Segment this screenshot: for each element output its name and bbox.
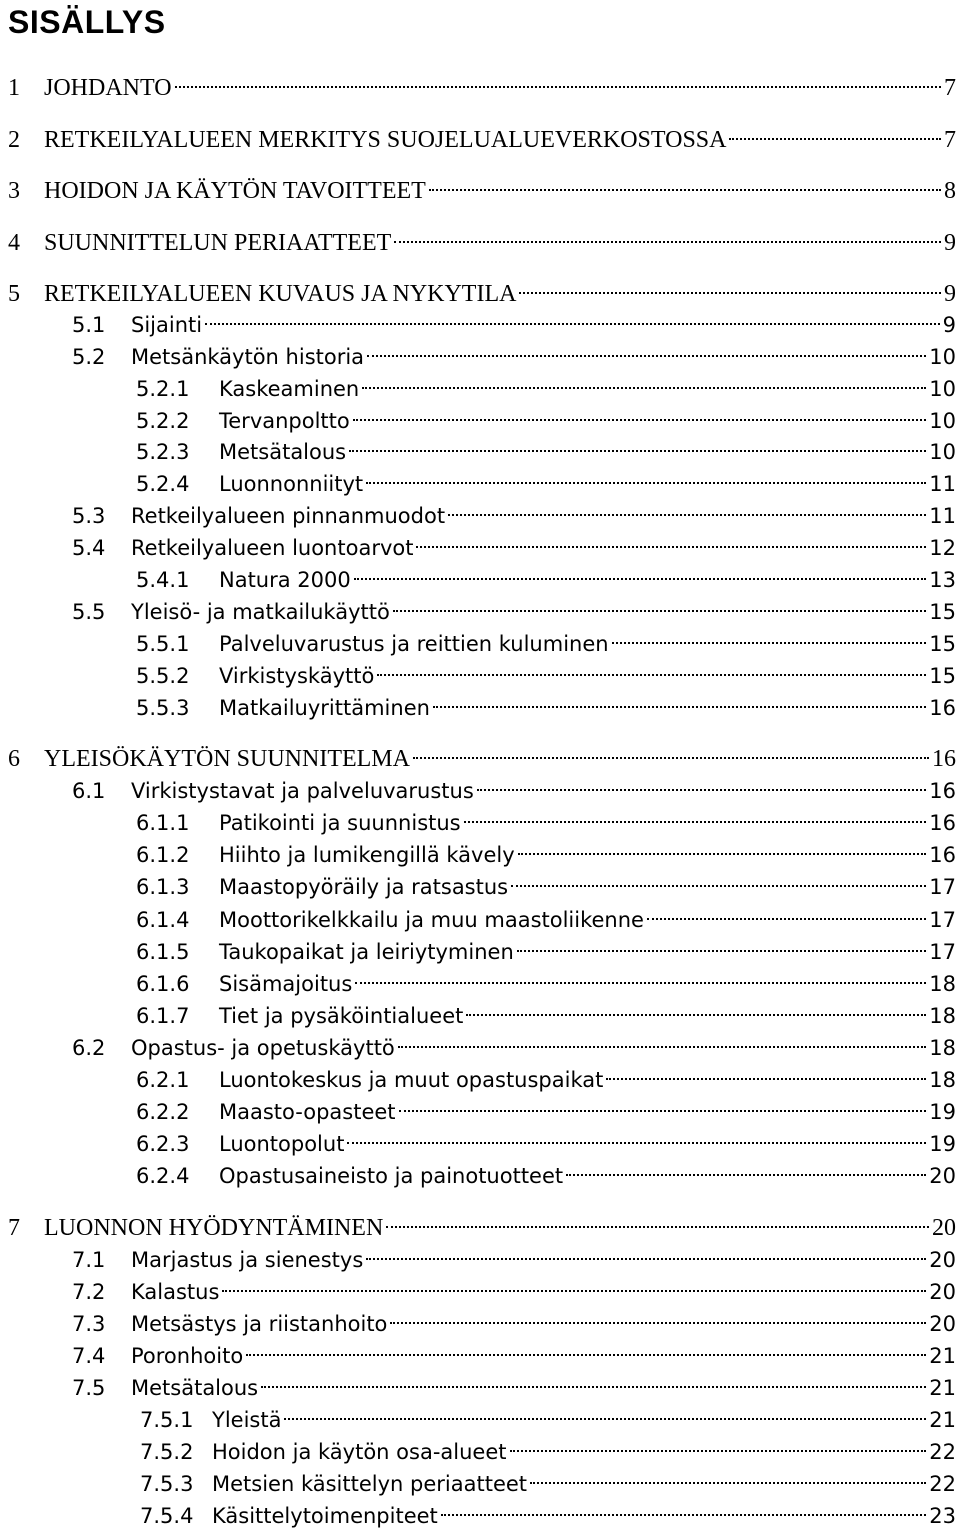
toc-entry-number: 6.2.4 <box>136 1164 190 1188</box>
toc-entry-title: Hiihto ja lumikengillä kävely <box>219 843 515 867</box>
toc-entry-title: Virkistystavat ja palveluvarustus <box>131 779 474 803</box>
dot-leader <box>205 302 940 332</box>
toc-entry[interactable] <box>72 525 956 560</box>
toc-entry-page: 18 <box>929 972 956 996</box>
toc-entry[interactable] <box>72 1025 956 1060</box>
dot-leader <box>511 864 926 894</box>
toc-entry[interactable] <box>136 398 956 433</box>
toc-entry-number: 7.5.3 <box>140 1472 194 1496</box>
toc-entry-page: 13 <box>929 568 956 592</box>
dot-leader <box>284 1397 926 1427</box>
toc-entry[interactable] <box>72 1237 956 1272</box>
toc-entry-page: 9 <box>944 281 956 307</box>
toc-entry[interactable] <box>136 429 956 464</box>
toc-entry-title: Luonnonniityt <box>219 472 364 496</box>
toc-entry-title: Tiet ja pysäköintialueet <box>219 1004 464 1028</box>
toc-entry-title: Sijainti <box>131 313 203 337</box>
toc-entry-number: 5.5.2 <box>136 664 190 688</box>
toc-entry-title: Retkeilyalueen luontoarvot <box>131 536 414 560</box>
toc-entry-page: 19 <box>929 1100 956 1124</box>
dot-leader <box>393 589 926 619</box>
toc-entry-title: Metsien käsittelyn periaatteet <box>212 1472 528 1496</box>
toc-entry-title: Moottorikelkkailu ja muu maastoliikenne <box>219 908 644 932</box>
dot-leader <box>477 768 926 798</box>
toc-entry[interactable] <box>136 1057 956 1092</box>
toc-entry-number: 3 <box>8 178 20 204</box>
toc-entry-title: Palveluvarustus ja reittien kuluminen <box>219 632 609 656</box>
toc-entry-page: 15 <box>929 600 956 624</box>
toc-entry-title: SUUNNITTELUN PERIAATTEET <box>44 230 392 256</box>
toc-entry[interactable] <box>136 800 956 835</box>
toc-entry[interactable] <box>136 1121 956 1156</box>
toc-entry-title: Natura 2000 <box>219 568 351 592</box>
toc-entry-page: 9 <box>944 230 956 256</box>
toc-entry-number: 2 <box>8 127 20 153</box>
toc-entry-number: 5.2.2 <box>136 409 190 433</box>
toc-entry[interactable] <box>8 1205 956 1241</box>
toc-entry-title: Opastus- ja opetuskäyttö <box>131 1036 395 1060</box>
dot-leader <box>353 398 927 428</box>
toc-entry[interactable] <box>136 961 956 996</box>
toc-entry[interactable] <box>136 929 956 964</box>
toc-entry-title: Yleistä <box>212 1408 282 1432</box>
toc-entry[interactable] <box>140 1397 956 1432</box>
dot-leader <box>606 1057 926 1087</box>
toc-entry[interactable] <box>72 768 956 803</box>
toc-entry-page: 21 <box>929 1408 956 1432</box>
toc-entry[interactable] <box>8 65 956 101</box>
toc-entry[interactable] <box>136 685 956 720</box>
dot-leader <box>530 1461 926 1491</box>
toc-entry[interactable] <box>136 864 956 899</box>
toc-entry-page: 12 <box>929 536 956 560</box>
toc-entry[interactable] <box>72 334 956 369</box>
dot-leader <box>246 1333 926 1363</box>
toc-entry-page: 16 <box>929 696 956 720</box>
toc-entry-title: Sisämajoitus <box>219 972 353 996</box>
dot-leader <box>612 621 927 651</box>
toc-entry-number: 6.2.2 <box>136 1100 190 1124</box>
toc-entry[interactable] <box>136 897 956 932</box>
toc-entry-page: 18 <box>929 1036 956 1060</box>
toc-entry-title: Metsätalous <box>219 440 347 464</box>
toc-entry-number: 6.2 <box>72 1036 106 1060</box>
toc-entry-page: 10 <box>929 377 956 401</box>
dot-leader <box>433 685 926 715</box>
toc-entry[interactable] <box>72 1365 956 1400</box>
toc-entry-page: 10 <box>929 440 956 464</box>
toc-entry-page: 10 <box>929 345 956 369</box>
dot-leader <box>441 1493 926 1523</box>
toc-entry[interactable] <box>72 493 956 528</box>
toc-entry-number: 7.5.1 <box>140 1408 194 1432</box>
toc-entry-title: LUONNON HYÖDYNTÄMINEN <box>44 1215 384 1241</box>
toc-entry-title: JOHDANTO <box>44 75 172 101</box>
dot-leader <box>175 65 941 95</box>
dot-leader <box>510 1429 927 1459</box>
toc-entry-number: 7 <box>8 1215 20 1241</box>
toc-entry-number: 7.3 <box>72 1312 106 1336</box>
toc-entry-title: Luontokeskus ja muut opastuspaikat <box>219 1068 604 1092</box>
toc-entry-title: RETKEILYALUEEN KUVAUS JA NYKYTILA <box>44 281 517 307</box>
toc-entry-page: 17 <box>929 908 956 932</box>
toc-entry-page: 18 <box>929 1004 956 1028</box>
dot-leader <box>390 1301 926 1331</box>
toc-entry-number: 5.4 <box>72 536 106 560</box>
toc-entry-page: 9 <box>942 313 956 337</box>
toc-entry-title: Retkeilyalueen pinnanmuodot <box>131 504 446 528</box>
dot-leader <box>413 736 929 766</box>
toc-entry[interactable] <box>136 461 956 496</box>
toc-entry-page: 17 <box>929 940 956 964</box>
toc-entry-page: 15 <box>929 632 956 656</box>
dot-leader <box>366 1237 926 1267</box>
toc-entry[interactable] <box>136 1089 956 1124</box>
toc-entry-page: 19 <box>929 1132 956 1156</box>
toc-entry-number: 5 <box>8 281 20 307</box>
dot-leader <box>416 525 926 555</box>
toc-entry-number: 7.1 <box>72 1248 106 1272</box>
toc-entry-number: 5.1 <box>72 313 106 337</box>
dot-leader <box>349 429 926 459</box>
toc-entry-number: 5.3 <box>72 504 106 528</box>
toc-entry-page: 18 <box>929 1068 956 1092</box>
dot-leader <box>398 1025 926 1055</box>
toc-entry-title: YLEISÖKÄYTÖN SUUNNITELMA <box>44 746 410 772</box>
toc-entry-page: 22 <box>929 1440 956 1464</box>
toc-entry-number: 7.5.2 <box>140 1440 194 1464</box>
toc-entry[interactable] <box>140 1429 956 1464</box>
toc-entry-number: 6.1.3 <box>136 875 190 899</box>
toc-entry-page: 16 <box>929 779 956 803</box>
toc-entry-page: 22 <box>929 1472 956 1496</box>
toc-entry[interactable] <box>8 168 956 204</box>
toc-entry-page: 20 <box>929 1248 956 1272</box>
toc-entry-number: 5.2.3 <box>136 440 190 464</box>
dot-leader <box>518 832 927 862</box>
toc-entry-title: RETKEILYALUEEN MERKITYS SUOJELUALUEVERKOSTOSSA <box>44 127 727 153</box>
toc-entry-title: Maasto-opasteet <box>219 1100 396 1124</box>
toc-entry-number: 5.2.4 <box>136 472 190 496</box>
toc-entry-page: 21 <box>929 1376 956 1400</box>
toc-entry[interactable] <box>72 1269 956 1304</box>
toc-entry-number: 6.1.2 <box>136 843 190 867</box>
toc-entry-page: 8 <box>944 178 956 204</box>
dot-leader <box>519 271 941 301</box>
toc-entry[interactable] <box>8 220 956 256</box>
toc-entry-page: 23 <box>929 1504 956 1528</box>
toc-entry[interactable] <box>140 1461 956 1496</box>
toc-entry-page: 17 <box>929 875 956 899</box>
dot-leader <box>729 117 941 147</box>
toc-entry-page: 7 <box>944 127 956 153</box>
page-title: SISÄLLYS <box>8 4 166 40</box>
toc-entry-number: 5.4.1 <box>136 568 190 592</box>
toc-entry-number: 4 <box>8 230 20 256</box>
toc-entry-number: 6.2.3 <box>136 1132 190 1156</box>
dot-leader <box>377 653 926 683</box>
toc-entry-page: 11 <box>929 472 956 496</box>
toc-entry[interactable] <box>8 736 956 772</box>
toc-entry-title: Opastusaineisto ja painotuotteet <box>219 1164 564 1188</box>
toc-entry-number: 6.1 <box>72 779 106 803</box>
toc-entry[interactable] <box>136 653 956 688</box>
toc-entry[interactable] <box>136 621 956 656</box>
dot-leader <box>261 1365 926 1395</box>
toc-entry-number: 1 <box>8 75 20 101</box>
toc-entry-number: 6.1.5 <box>136 940 190 964</box>
toc-entry-number: 6.1.4 <box>136 908 190 932</box>
toc-entry-number: 6.1.7 <box>136 1004 190 1028</box>
toc-entry[interactable] <box>8 271 956 307</box>
toc-entry-number: 5.2 <box>72 345 106 369</box>
toc-entry-page: 7 <box>944 75 956 101</box>
toc-entry-number: 6.2.1 <box>136 1068 190 1092</box>
toc-entry-number: 5.5.1 <box>136 632 190 656</box>
toc-entry[interactable] <box>72 302 956 337</box>
dot-leader <box>566 1153 926 1183</box>
toc-entry-title: Luontopolut <box>219 1132 345 1156</box>
toc-entry[interactable] <box>72 1333 956 1368</box>
toc-entry-title: Tervanpoltto <box>219 409 350 433</box>
toc-entry-number: 6 <box>8 746 20 772</box>
dot-leader <box>464 800 927 830</box>
toc-entry-number: 7.2 <box>72 1280 106 1304</box>
dot-leader <box>517 929 927 959</box>
dot-leader <box>386 1205 929 1235</box>
dot-leader <box>466 993 926 1023</box>
toc-entry-page: 20 <box>929 1312 956 1336</box>
toc-entry-number: 7.5.4 <box>140 1504 194 1528</box>
dot-leader <box>355 961 926 991</box>
toc-entry-number: 6.1.1 <box>136 811 190 835</box>
dot-leader <box>222 1269 926 1299</box>
dot-leader <box>347 1121 926 1151</box>
toc-entry-number: 5.5 <box>72 600 106 624</box>
toc-entry-number: 7.5 <box>72 1376 106 1400</box>
toc-entry-number: 7.4 <box>72 1344 106 1368</box>
toc-entry-page: 16 <box>929 811 956 835</box>
toc-entry-title: HOIDON JA KÄYTÖN TAVOITTEET <box>44 178 426 204</box>
dot-leader <box>394 220 941 250</box>
toc-entry-page: 20 <box>929 1280 956 1304</box>
dot-leader <box>366 461 926 491</box>
dot-leader <box>362 366 926 396</box>
toc-entry-title: Poronhoito <box>131 1344 244 1368</box>
toc-entry-number: 5.2.1 <box>136 377 190 401</box>
toc-entry[interactable] <box>72 1301 956 1336</box>
toc-entry-title: Metsätalous <box>131 1376 259 1400</box>
toc-entry[interactable] <box>136 1153 956 1188</box>
toc-entry[interactable] <box>136 832 956 867</box>
toc-entry[interactable] <box>136 366 956 401</box>
dot-leader <box>448 493 926 523</box>
toc-entry-title: Maastopyöräily ja ratsastus <box>219 875 509 899</box>
toc-entry[interactable] <box>136 993 956 1028</box>
toc-entry-title: Metsästys ja riistanhoito <box>131 1312 388 1336</box>
toc-entry-page: 20 <box>932 1215 956 1241</box>
toc-entry[interactable] <box>8 117 956 153</box>
toc-entry[interactable] <box>72 589 956 624</box>
toc-entry-title: Yleisö- ja matkailukäyttö <box>131 600 390 624</box>
dot-leader <box>429 168 941 198</box>
toc-entry-title: Patikointi ja suunnistus <box>219 811 461 835</box>
dot-leader <box>399 1089 927 1119</box>
toc-entry-title: Käsittelytoimenpiteet <box>212 1504 438 1528</box>
toc-entry-title: Taukopaikat ja leiriytyminen <box>219 940 514 964</box>
toc-entry[interactable] <box>136 557 956 592</box>
toc-entry-page: 20 <box>929 1164 956 1188</box>
toc-entry-title: Marjastus ja sienestys <box>131 1248 364 1272</box>
toc-entry-page: 16 <box>929 843 956 867</box>
toc-entry-page: 16 <box>932 746 956 772</box>
toc-entry-title: Hoidon ja käytön osa-alueet <box>212 1440 507 1464</box>
dot-leader <box>647 897 926 927</box>
dot-leader <box>354 557 927 587</box>
toc-entry-number: 6.1.6 <box>136 972 190 996</box>
toc-entry-title: Kalastus <box>131 1280 220 1304</box>
toc-entry-page: 15 <box>929 664 956 688</box>
toc-entry-title: Matkailuyrittäminen <box>219 696 430 720</box>
toc-entry-page: 10 <box>929 409 956 433</box>
toc-entry-title: Kaskeaminen <box>219 377 360 401</box>
toc-entry-number: 5.5.3 <box>136 696 190 720</box>
dot-leader <box>367 334 926 364</box>
toc-entry-page: 21 <box>929 1344 956 1368</box>
toc-entry-title: Virkistyskäyttö <box>219 664 375 688</box>
toc-entry-title: Metsänkäytön historia <box>131 345 365 369</box>
toc-entry-page: 11 <box>929 504 956 528</box>
toc-entry[interactable] <box>140 1493 956 1528</box>
